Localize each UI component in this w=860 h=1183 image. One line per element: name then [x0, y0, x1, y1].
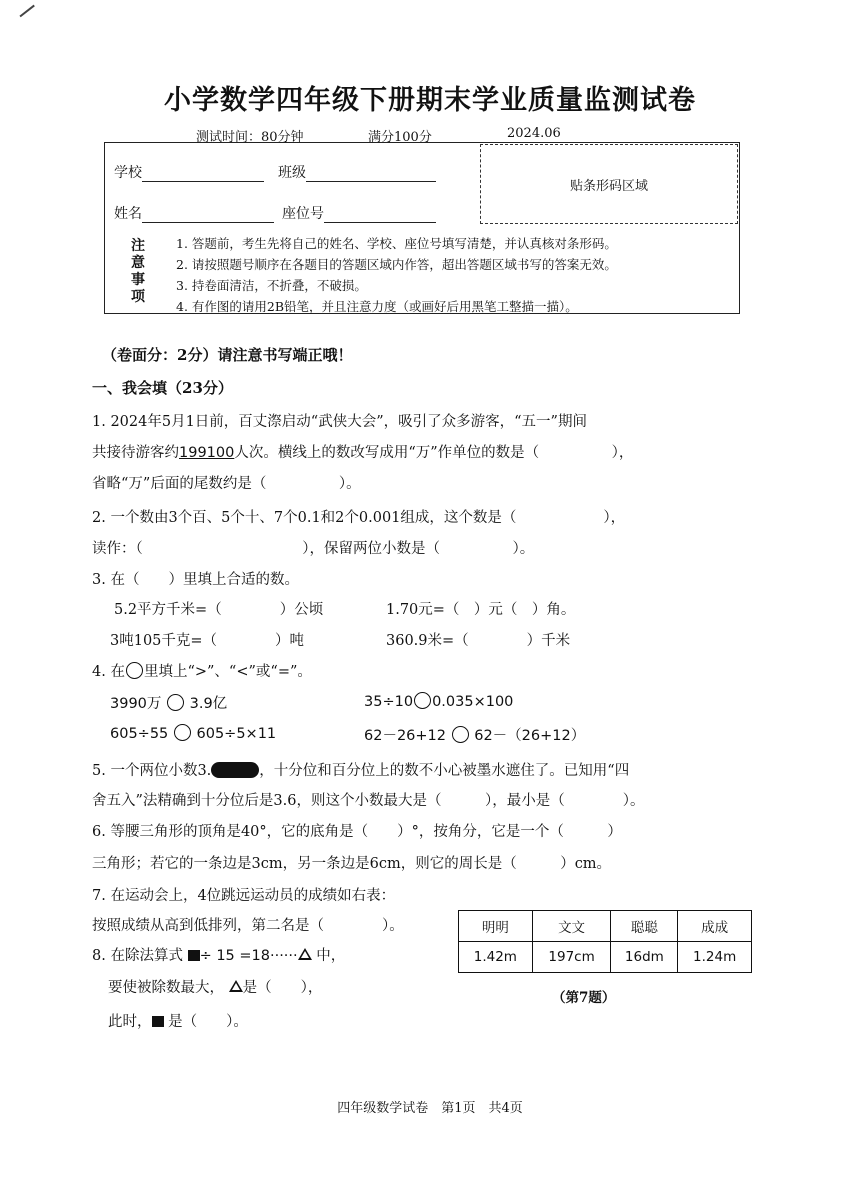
question-6-line-1: 6. 等腰三角形的顶角是40°，它的底角是（ ）°，按角分，它是一个（ ）	[92, 824, 622, 840]
notice-heading: 注 意 事 项	[131, 238, 145, 305]
table-row	[459, 942, 752, 973]
question-4-heading: 4. 在 里填上“>”、“<”或“=”。	[92, 664, 312, 680]
test-date: 2024.06	[507, 126, 561, 141]
question-8-line-1: 8. 在除法算式 ÷ 15 =18······ 中，	[92, 948, 346, 964]
dividend-square-icon	[152, 1016, 164, 1027]
test-time: 测试时间：80分钟	[196, 130, 304, 145]
answer-circle-icon[interactable]	[174, 724, 191, 741]
table-cell: 1.24m	[678, 942, 752, 973]
underlined-number: 199100	[179, 445, 235, 461]
notice-item: 3. 持卷面清洁，不折叠，不破损。	[176, 278, 367, 293]
question-2-line-2: 读作：（ ），保留两位小数是（ ）。	[92, 541, 535, 557]
school-blank[interactable]	[142, 165, 264, 182]
barcode-label: 贴条形码区域	[569, 178, 648, 194]
question-3-item: 1.70元=（ ）元（ ）角。	[386, 602, 576, 618]
remainder-triangle-icon	[229, 980, 243, 992]
name-label: 姓名	[114, 206, 142, 222]
question-1-line-1: 1. 2024年5月1日前，百丈漈启动“武侠大会”，吸引了众多游客，“五一”期间	[92, 414, 587, 430]
table-cell: 197cm	[532, 942, 611, 973]
compare-item: 3990万 3.9亿	[110, 696, 228, 712]
question-3-item: 3吨105千克=（ ）吨	[110, 633, 305, 649]
section-heading: 一、我会填（23分）	[92, 379, 233, 397]
class-blank[interactable]	[306, 165, 436, 182]
answer-circle-icon[interactable]	[452, 726, 469, 743]
notice-item: 4. 有作图的请用2B铅笔，并且注意力度（或画好后用黑笔工整描一描）。	[176, 299, 578, 314]
jump-results-table	[458, 910, 752, 973]
remainder-triangle-icon	[298, 948, 312, 960]
table-cell: 16dm	[611, 942, 678, 973]
table-header-cell: 成成	[678, 911, 752, 942]
ink-blot-icon	[211, 762, 259, 778]
question-3-item: 360.9米=（ ）千米	[386, 633, 571, 649]
compare-circle-icon	[126, 662, 143, 679]
full-score: 满分100分	[368, 130, 432, 145]
compare-item: 605÷55 605÷5×11	[110, 726, 277, 742]
answer-circle-icon[interactable]	[167, 694, 184, 711]
compare-item: 35÷10 0.035×100	[364, 694, 514, 710]
name-field[interactable]	[114, 203, 274, 223]
table-header-cell: 聪聪	[611, 911, 678, 942]
dividend-square-icon	[188, 950, 200, 961]
seat-blank[interactable]	[324, 206, 436, 223]
question-7-line-1: 7. 在运动会上，4位跳远运动员的成绩如右表：	[92, 888, 396, 904]
table-cell: 1.42m	[459, 942, 533, 973]
seat-label: 座位号	[282, 206, 324, 222]
question-1-line-2: 共接待游客约199100人次。横线上的数改写成用“万”作单位的数是（ ），	[92, 445, 634, 461]
question-2-line-1: 2. 一个数由3个百、5个十、7个0.1和2个0.001组成，这个数是（ ），	[92, 510, 626, 526]
table-header-cell: 文文	[532, 911, 611, 942]
question-5-line-1: 5. 一个两位小数3. ，十分位和百分位上的数不小心被墨水遮住了。已知用“四	[92, 763, 630, 779]
notice-item: 1. 答题前，考生先将自己的姓名、学校、座位号填写清楚，并认真核对条形码。	[176, 236, 617, 251]
page-title: 小学数学四年级下册期末学业质量监测试卷	[164, 85, 696, 116]
question-1-line-3: 省略“万”后面的尾数约是（ ）。	[92, 476, 361, 492]
class-field[interactable]	[278, 162, 436, 182]
name-blank[interactable]	[142, 206, 274, 223]
answer-circle-icon[interactable]	[414, 692, 431, 709]
question-3-item: 5.2平方千米=（ ）公顷	[114, 602, 324, 618]
question-7-line-2: 按照成绩从高到低排列，第二名是（ ）。	[92, 918, 404, 934]
table-header-cell: 明明	[459, 911, 533, 942]
corner-mark	[19, 5, 34, 17]
question-8-line-3: 此时， 是（ ）。	[108, 1014, 248, 1030]
table-header-row	[459, 911, 752, 942]
neatness-note: （卷面分：2分）请注意书写端正哦！	[102, 346, 353, 364]
question-3-heading: 3. 在（ ）里填上合适的数。	[92, 572, 299, 588]
seat-field[interactable]	[282, 203, 436, 223]
question-8-line-2: 要使被除数最大， 是（ ），	[108, 980, 323, 996]
question-6-line-2: 三角形；若它的一条边是3cm，另一条边是6cm，则它的周长是（ ）cm。	[92, 856, 612, 872]
barcode-area	[480, 144, 738, 224]
table-caption: （第7题）	[552, 990, 616, 1006]
school-label: 学校	[114, 165, 142, 181]
notice-item: 2. 请按照题号顺序在各题目的答题区域内作答，超出答题区域书写的答案无效。	[176, 257, 617, 272]
school-field[interactable]	[114, 162, 264, 182]
class-label: 班级	[278, 165, 306, 181]
compare-item: 62－26+12 62－（26+12）	[364, 728, 586, 744]
page-footer: 四年级数学试卷 第1页 共4页	[337, 1101, 523, 1116]
question-5-line-2: 舍五入”法精确到十分位后是3.6，则这个小数最大是（ ），最小是（ ）。	[92, 793, 645, 809]
